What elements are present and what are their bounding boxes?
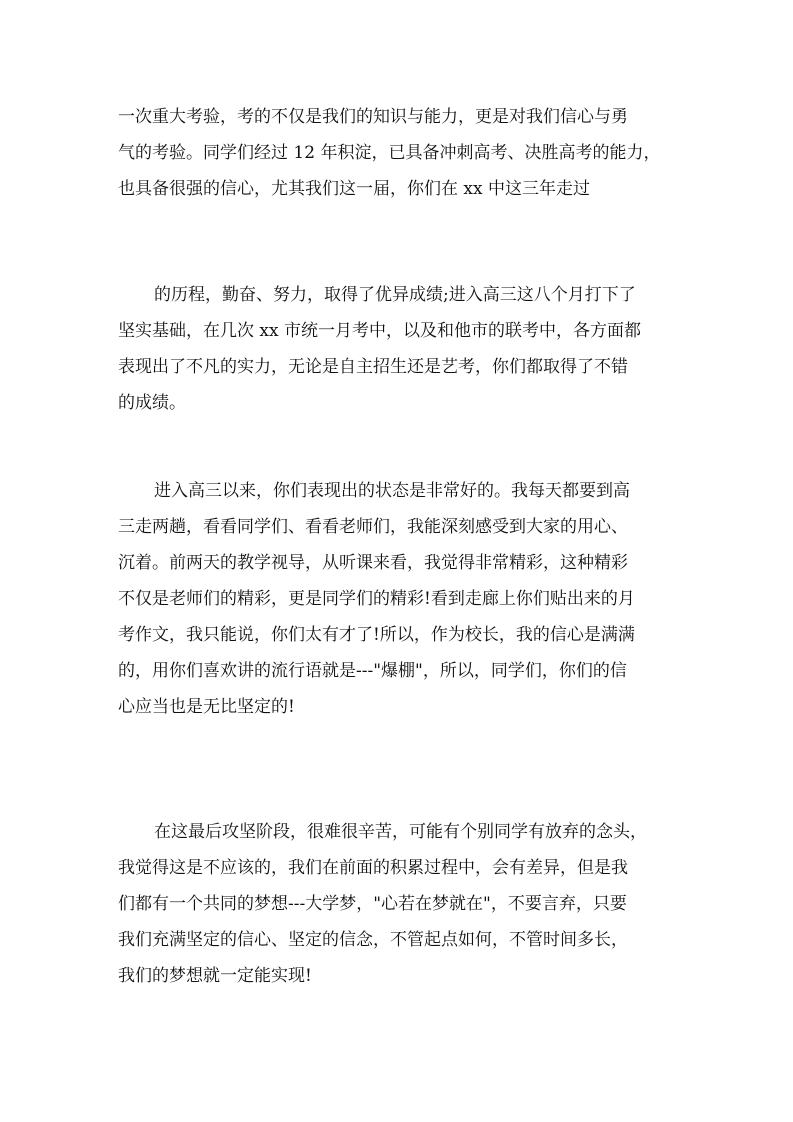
paragraph-line: 沉着。前两天的教学视导，从听课来看，我觉得非常精彩，这种精彩: [118, 553, 628, 573]
paragraph-line: 心应当也是无比坚定的!: [118, 697, 295, 717]
paragraph-line: 在这最后攻坚阶段，很难很辛苦，可能有个别同学有放弃的念头，: [154, 822, 647, 842]
paragraph-line: 考作文，我只能说，你们太有才了!所以，作为校长，我的信心是满满: [118, 625, 635, 645]
paragraph-line: 三走两趟，看看同学们、看看老师们，我能深刻感受到大家的用心、: [118, 517, 628, 537]
paragraph-line: 不仅是老师们的精彩，更是同学们的精彩!看到走廊上你们贴出来的月: [118, 589, 635, 609]
paragraph-line: 的成绩。: [118, 393, 186, 413]
paragraph-2: [118, 277, 678, 421]
paragraph-line: 坚实基础，在几次 xx 市统一月考中，以及和他市的联考中，各方面都: [118, 321, 641, 341]
paragraph-line: 我们充满坚定的信心、坚定的信念，不管起点如何，不管时间多长，: [118, 930, 628, 950]
paragraph-line: 一次重大考验，考的不仅是我们的知识与能力，更是对我们信心与勇: [118, 107, 628, 127]
paragraph-line: 我觉得这是不应该的，我们在前面的积累过程中，会有差异，但是我: [118, 858, 628, 878]
paragraph-line: 气的考验。同学们经过 12 年积淀，已具备冲刺高考、决胜高考的能力，: [118, 143, 661, 163]
paragraph-line: 也具备很强的信心，尤其我们这一届，你们在 xx 中这三年走过: [118, 179, 590, 199]
paragraph-line: 我们的梦想就一定能实现!: [118, 966, 312, 986]
paragraph-line: 的历程，勤奋、努力，取得了优异成绩;进入高三这八个月打下了: [154, 285, 636, 305]
paragraph-3: [118, 473, 678, 725]
paragraph-line: 进入高三以来，你们表现出的状态是非常好的。我每天都要到高: [154, 481, 630, 501]
paragraph-line: 的，用你们喜欢讲的流行语就是---"爆棚"，所以，同学们，你们的信: [118, 661, 627, 681]
paragraph-4: [118, 814, 678, 994]
paragraph-line: 们都有一个共同的梦想---大学梦，"心若在梦就在"，不要言弃，只要: [118, 894, 627, 914]
paragraph-1: [118, 99, 678, 207]
paragraph-line: 表现出了不凡的实力，无论是自主招生还是艺考，你们都取得了不错: [118, 357, 628, 377]
